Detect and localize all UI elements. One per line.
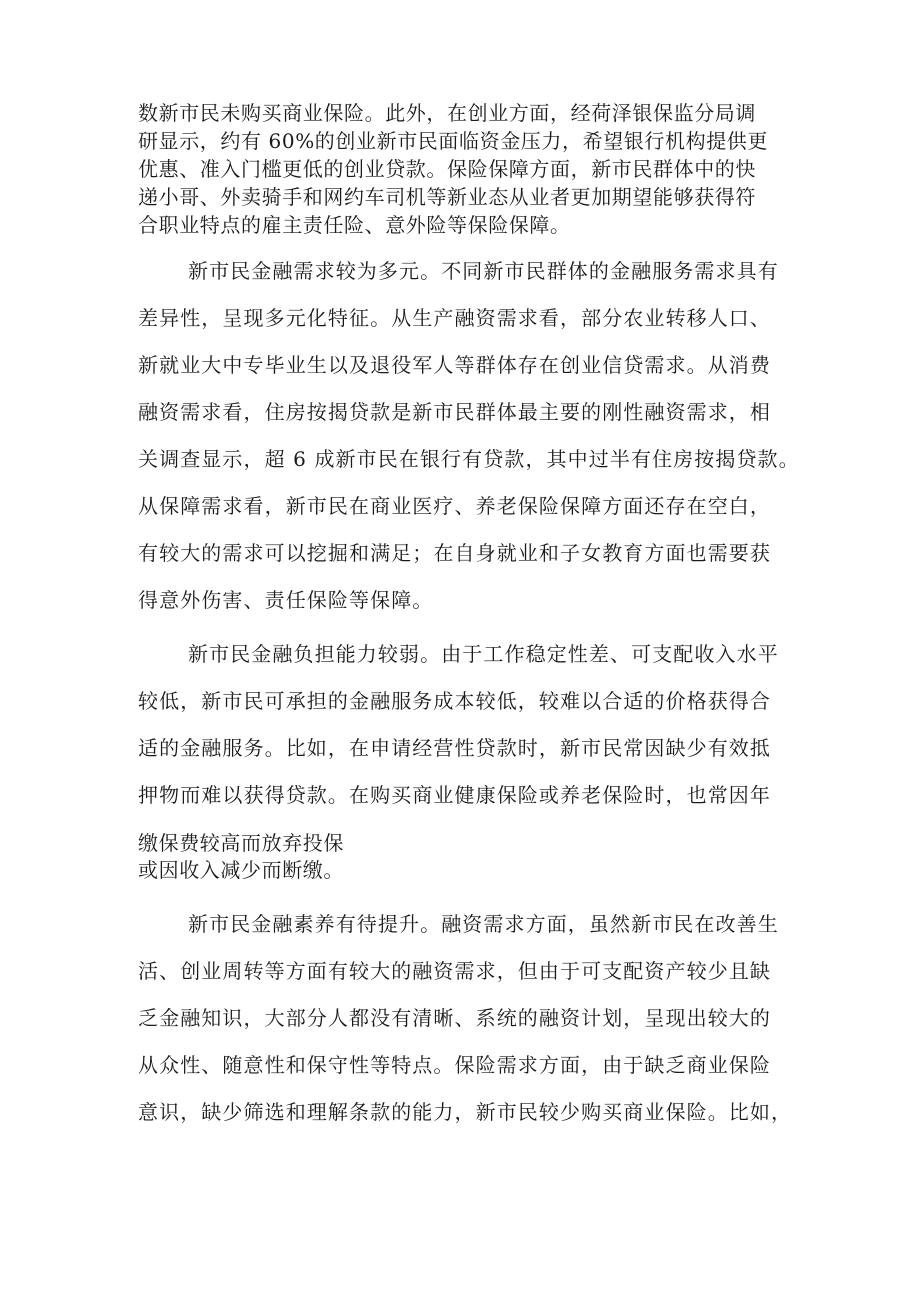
text-line: 研显示，约有 60%的创业新市民面临资金压力，希望银行机构提供更: [138, 129, 769, 153]
text-line: 活、创业周转等方面有较大的融资需求，但由于可支配资产较少且缺: [138, 959, 771, 983]
text-line: 押物而难以获得贷款。在购买商业健康保险或养老保险时，也常因年: [138, 783, 771, 807]
text-line: 从保障需求看，新市民在商业医疗、养老保险保障方面还存在空白，: [138, 494, 771, 518]
text-line: 乏金融知识，大部分人都没有清晰、系统的融资计划，呈现出较大的: [138, 1006, 771, 1030]
text-line: 差异性，呈现多元化特征。从生产融资需求看，部分农业转移人口、: [138, 306, 771, 330]
text-line: 融资需求看，住房按揭贷款是新市民群体最主要的刚性融资需求，相: [138, 400, 771, 424]
text-line: 新市民金融素养有待提升。融资需求方面，虽然新市民在改善生: [188, 912, 779, 936]
text-line: 有较大的需求可以挖掘和满足；在自身就业和子女教育方面也需要获: [138, 541, 771, 565]
text-line: 新市民金融负担能力较弱。由于工作稳定性差、可支配收入水平: [188, 642, 779, 666]
text-line: 适的金融服务。比如，在申请经营性贷款时，新市民常因缺少有效抵: [138, 736, 771, 760]
text-line: 合职业特点的雇主责任险、意外险等保险保障。: [138, 213, 571, 237]
text-line: 或因收入减少而断缴。: [138, 858, 344, 882]
text-line: 新就业大中专毕业生以及退役军人等群体存在创业信贷需求。从消费: [138, 353, 771, 377]
text-line: 新市民金融需求较为多元。不同新市民群体的金融服务需求具有: [188, 259, 779, 283]
text-line: 意识，缺少筛选和理解条款的能力，新市民较少购买商业保险。比如，: [138, 1100, 793, 1124]
text-line: 得意外伤害、责任保险等保障。: [138, 588, 434, 612]
text-line: 关调查显示，超 6 成新市民在银行有贷款，其中过半有住房按揭贷款。: [138, 447, 800, 471]
text-line: 递小哥、外卖骑手和网约车司机等新业态从业者更加期望能够获得符: [138, 185, 756, 209]
text-line: 数新市民未购买商业保险。此外，在创业方面，经荷泽银保监分局调: [138, 101, 756, 125]
text-line: 优惠、准入门槛更低的创业贷款。保险保障方面，新市民群体中的快: [138, 157, 756, 181]
text-line: 较低，新市民可承担的金融服务成本较低，较难以合适的价格获得合: [138, 689, 771, 713]
text-line: 从众性、随意性和保守性等特点。保险需求方面，由于缺乏商业保险: [138, 1053, 771, 1077]
text-line: 缴保费较高而放弃投保: [138, 831, 344, 855]
